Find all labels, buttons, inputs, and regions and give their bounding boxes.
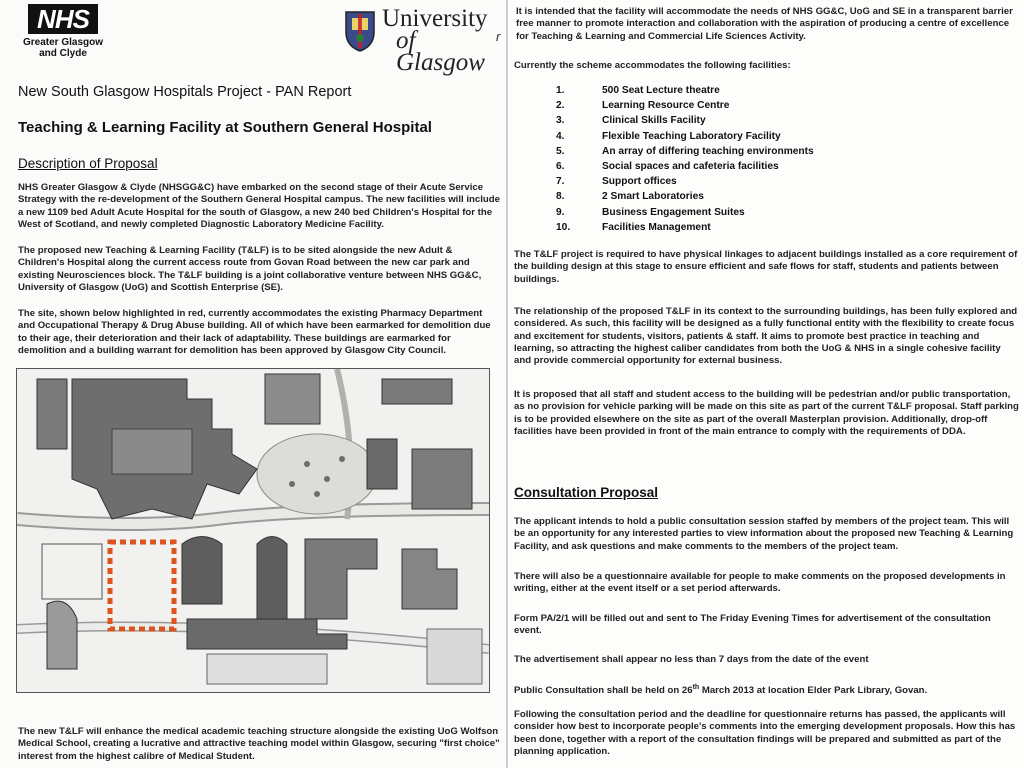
- facilities-intro: Currently the scheme accommodates the following facilities:: [514, 60, 791, 71]
- building-car-park-2: [257, 537, 287, 620]
- linkages-paragraph: The T&LF project is required to have physical linkages to adjacent buildings installed as a core requirement of the building design at this stage to ensure efficient and safe flows for staff, students and patients between buildings.: [514, 249, 1018, 285]
- building-east-3: [402, 549, 457, 609]
- facility-item: [556, 115, 706, 126]
- university-name-line1: University: [382, 5, 488, 32]
- site-plan-map: [16, 368, 490, 693]
- consultation-paragraph-4: The advertisement shall appear no less than 7 days from the date of the event: [514, 654, 869, 665]
- facility-number: 3.: [556, 115, 565, 127]
- intro-paragraph: It is intended that the facility will accommodate the needs of NHS GG&C, UoG and SE in a transparent barrier free manner to promote interaction and collaboration with the aspiration of producing a centre of excellence for Teaching & Learning and Commercial Life Sciences Activity.: [516, 6, 1013, 42]
- facility-label: 2 Smart Laboratories: [602, 191, 704, 203]
- facility-label: Clinical Skills Facility: [602, 115, 706, 127]
- facility-item: [556, 85, 720, 96]
- facility-number: 10.: [556, 221, 571, 233]
- facility-number: 7.: [556, 176, 565, 188]
- facility-item: [556, 207, 745, 218]
- facility-label: Facilities Management: [602, 221, 711, 233]
- description-paragraph-3: The site, shown below highlighted in red, currently accommodates the existing Pharmacy Department and Occupational Therapy & Drug Abuse building. All of which have been earmarked for demolition due to their age, their deterioration and their lack of adaptability. These buildings are earmarked for demolition and a building warrant for demolition has been approved by Glasgow City Council.: [18, 308, 491, 356]
- facility-label: Business Engagement Suites: [602, 206, 745, 218]
- nhs-logo: [18, 4, 108, 59]
- consultation-paragraph-5: Public Consultation shall be held on 26th March 2013 at location Elder Park Library, Govan.: [514, 684, 928, 697]
- facility-item: [556, 191, 704, 202]
- consultation-paragraph-6: Following the consultation period and the deadline for questionnaire returns has passed, the applicants will consider how best to incorporate people's comments into the emerging development proposals. How this has been done, together with a report of the consultation findings will be prepared and submitted as part of the planning application.: [514, 709, 1016, 757]
- facility-number: 2.: [556, 100, 565, 112]
- building-west-wing: [47, 601, 77, 669]
- facility-label: 500 Seat Lecture theatre: [602, 85, 720, 96]
- nhs-board-name-line1: Greater Glasgow: [22, 37, 104, 48]
- relationship-paragraph: The relationship of the proposed T&LF in its context to the surrounding buildings, has been fully explored and considered. As such, this facility will be designed as a fully functional entity with the flexibility to create focus and excitement for students, visitors, patients & staff. It aims to promote best practice in teaching and learning, so attracting the highest caliber candidates from both the UoG & NHS in a single cohesive facility and provide commercial opportunity for external business.: [514, 306, 1018, 367]
- facility-item: [556, 222, 711, 233]
- facility-item: [556, 146, 814, 157]
- description-paragraph-1: NHS Greater Glasgow & Clyde (NHSGG&C) have embarked on the second stage of their Acute Service Strategy with the re-development of the Southern General Hospital campus. The new facilities will include a new 1109 bed Adult Acute Hospital for the south of Glasgow, a new 240 bed Children's Hospital for the West of Scotland, and newly completed Diagnostic Laboratory Medicine Facility.: [18, 182, 500, 230]
- building-north-2: [382, 379, 452, 404]
- facility-number: 6.: [556, 161, 565, 172]
- consultation-paragraph-3: Form PA/2/1 will be filled out and sent to The Friday Evening Times for advertisement of the consultation event.: [514, 613, 991, 637]
- facility-label: Social spaces and cafeteria facilities: [602, 161, 779, 172]
- facility-label: Learning Resource Centre: [602, 100, 730, 112]
- description-paragraph-2: The proposed new Teaching & Learning Facility (T&LF) is to be sited alongside the new Adult & Children's Hospital along the current access route from Govan Road between the new car park and existing Neurosciences block. The T&LF building is a joint collaborative venture between NHS GG&C, University of Glasgow (UoG) and Scottish Enterprise (SE).: [18, 245, 482, 293]
- building-north-1: [265, 374, 320, 424]
- description-paragraph-4: The new T&LF will enhance the medical academic teaching structure alongside the existing UoG Wolfson Medical School, creating a lucrative and attractive teaching model within Glasgow, securing "first choice" interest from the highest calibre of Medical Student.: [18, 726, 500, 762]
- page-bleed-text: r: [496, 29, 501, 44]
- facility-number: 8.: [556, 191, 565, 203]
- building-south-block: [187, 619, 347, 649]
- building-west-outline: [42, 544, 102, 599]
- left-page: [0, 0, 508, 768]
- building-southeast: [427, 629, 482, 684]
- building-northwest: [37, 379, 67, 449]
- facility-number: 9.: [556, 206, 565, 218]
- facility-label: An array of differing teaching environments: [602, 145, 814, 157]
- university-crest-icon: [344, 10, 376, 52]
- facility-label: Flexible Teaching Laboratory Facility: [602, 130, 781, 142]
- facility-item: [556, 100, 729, 111]
- proposed-site-highlight: [110, 542, 174, 629]
- facility-number: 4.: [556, 130, 565, 142]
- access-paragraph: It is proposed that all staff and student access to the building will be pedestrian and/or public transportation, as no provision for vehicle parking will be made on this site as part of the current T&LF proposal. Staff parking is to be provided elsewhere on the site as part of the overall Masterplan provision. Additionally, drop-off facilities have been provided in front of the main entrance to comply with the requirements of DDA.: [514, 389, 1019, 437]
- site-plan-drawing: [17, 369, 489, 692]
- consultation-paragraph-2: There will also be a questionnaire available for people to make comments on the proposed developments in writing, either at the event itself or a set period afterwards.: [514, 571, 1006, 595]
- facility-item: [556, 176, 677, 187]
- page-title: Teaching & Learning Facility at Southern General Hospital: [18, 119, 432, 136]
- facility-label: Support offices: [602, 176, 677, 188]
- landscaped-area: [257, 434, 377, 514]
- building-neurosciences: [305, 539, 377, 619]
- consultation-paragraph-1: The applicant intends to hold a public consultation session staffed by members of the project team. This will be an opportunity for any interested parties to view information about the proposed new Teaching & Learning Facility, and ask questions and make comments to the members of the project team.: [514, 516, 1014, 552]
- report-title: New South Glasgow Hospitals Project - PAN Report: [18, 84, 352, 100]
- nhs-board-name-line2: and Clyde: [39, 48, 87, 59]
- nhs-mark: NHS: [28, 4, 98, 34]
- facility-item: [556, 161, 779, 172]
- university-logo: [344, 5, 504, 76]
- building-car-park-1: [182, 537, 222, 605]
- building-east-2: [412, 449, 472, 509]
- description-heading: Description of Proposal: [18, 156, 158, 171]
- facility-number: 5.: [556, 145, 565, 157]
- university-name-line2: of Glasgow: [396, 27, 485, 76]
- building-south-outline: [207, 654, 327, 684]
- building-east-1: [367, 439, 397, 489]
- facility-number: 1.: [556, 85, 565, 96]
- consultation-heading: Consultation Proposal: [514, 485, 659, 500]
- facility-item: [556, 131, 781, 142]
